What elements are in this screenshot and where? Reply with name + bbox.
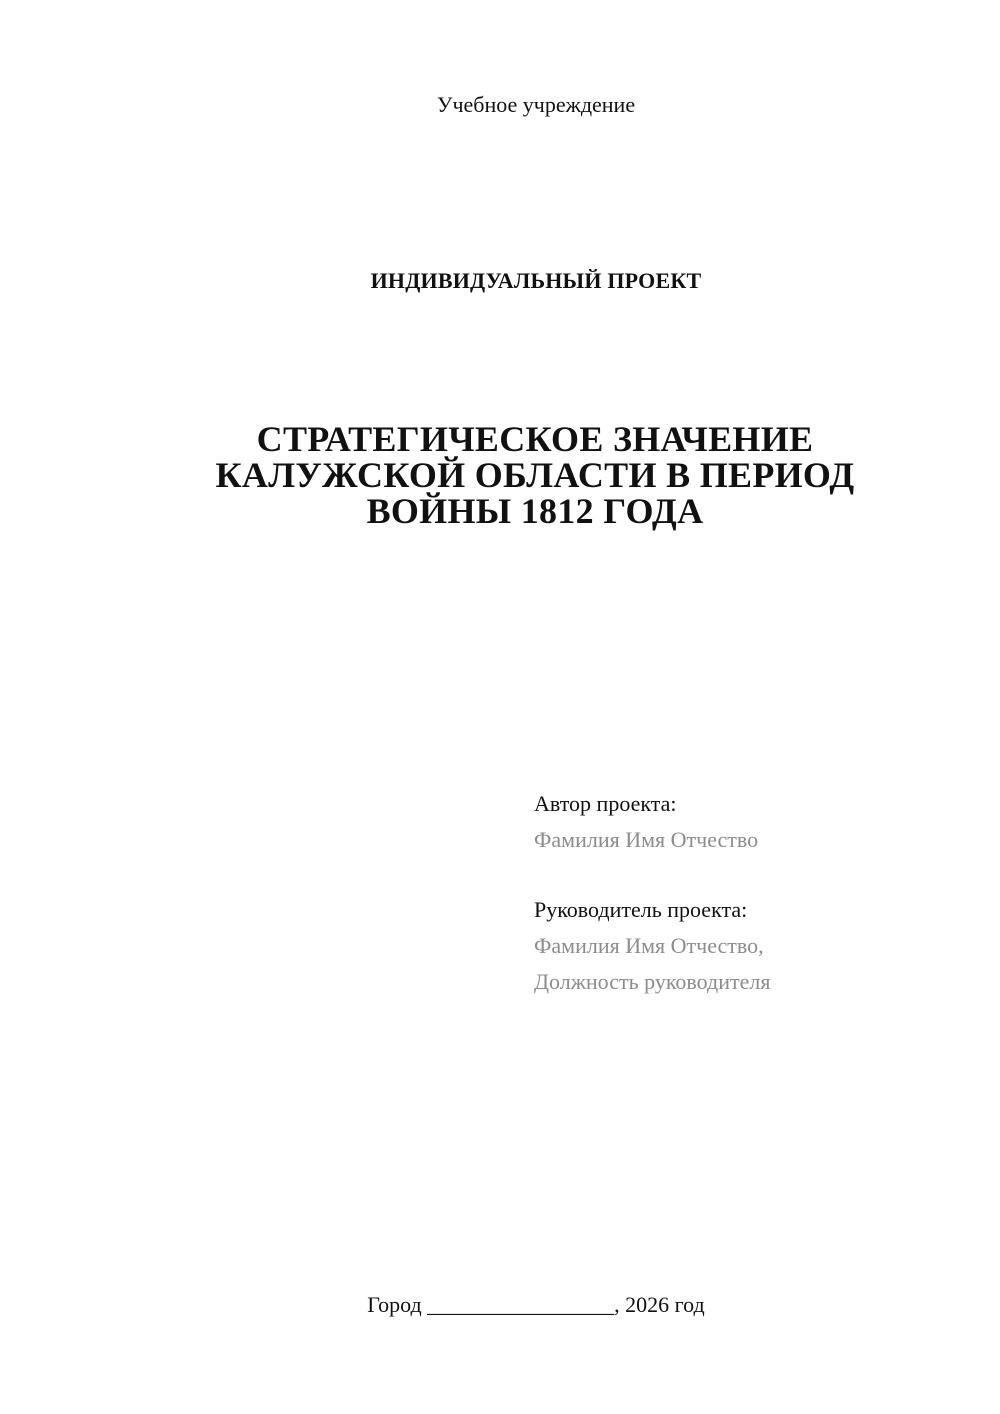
- city-year-line: Город _________________, 2026 год: [367, 1292, 705, 1317]
- project-title: [150, 421, 920, 529]
- author-label: Автор проекта:: [534, 791, 677, 816]
- supervisor-block: [534, 892, 974, 1000]
- project-title-line: ВОЙНЫ 1812 ГОДА: [366, 491, 704, 531]
- project-type-heading: ИНДИВИДУАЛЬНЫЙ ПРОЕКТ: [370, 268, 702, 293]
- project-title-line: СТРАТЕГИЧЕСКОЕ ЗНАЧЕНИЕ: [256, 419, 814, 459]
- supervisor-name-placeholder: Фамилия Имя Отчество,: [534, 933, 764, 958]
- supervisor-label: Руководитель проекта:: [534, 897, 748, 922]
- author-block: [534, 786, 974, 858]
- institution-name: Учебное учреждение: [436, 92, 636, 117]
- supervisor-position-placeholder: Должность руководителя: [534, 969, 771, 994]
- project-title-line: КАЛУЖСКОЙ ОБЛАСТИ В ПЕРИОД: [215, 455, 855, 495]
- author-name-placeholder: Фамилия Имя Отчество: [534, 827, 759, 852]
